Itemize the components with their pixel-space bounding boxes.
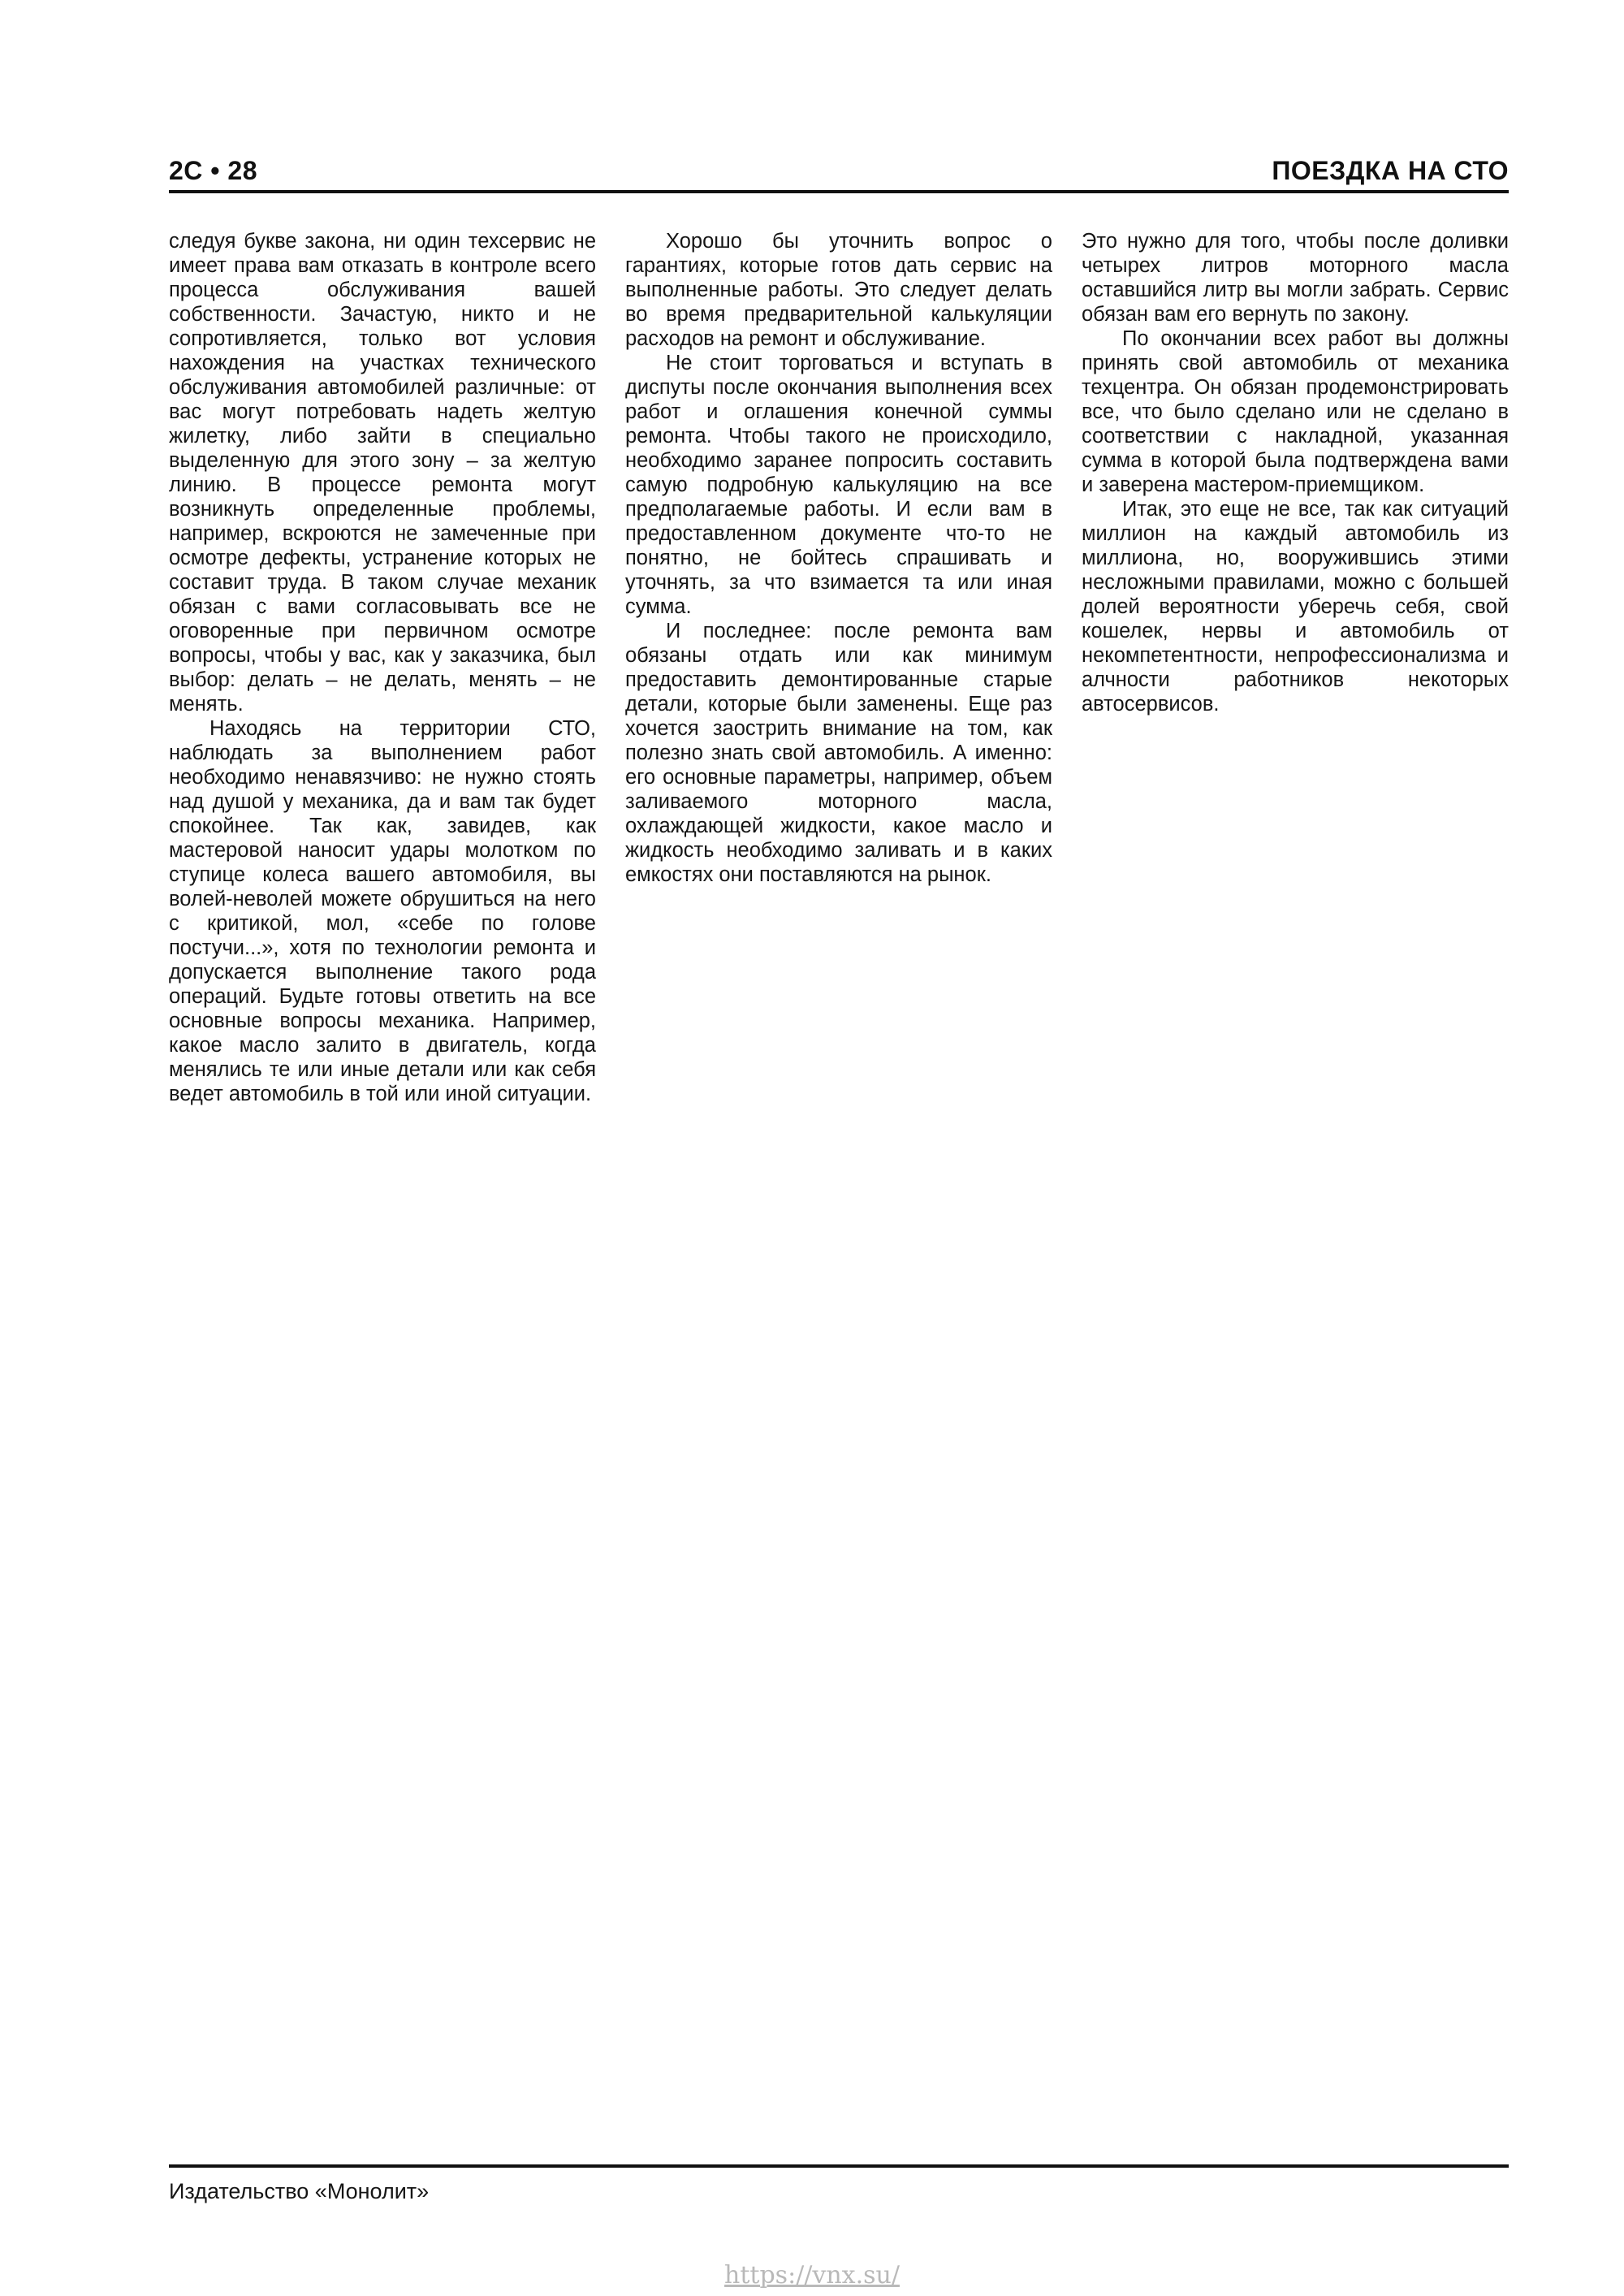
paragraph: следуя букве закона, ни один техсервис не имеет права вам отказать в контроле всего процесса обслуживания вашей собственности. Зачастую, никто и не сопротивляется, только вот условия нахождения на участках технического обслуживания автомобилей различные: от вас могут потребовать надеть желтую жилетку, либо зайти в специально выделенную для этого зону – за желтую линию. В процессе ремонта могут возникнуть определенные проблемы, например, вскроются не замеченные при осмотре дефекты, устранение которых не составит труда. В таком случае механик обязан с вами согласовывать все не оговоренные при первичном осмотре вопросы, чтобы у вас, как у заказчика, был выбор: делать – не делать, менять – не менять. [169,230,596,716]
footer-rule [169,2164,1509,2168]
header-rule [169,190,1509,193]
paragraph: Итак, это еще не все, так как ситуаций миллион на каждый автомобиль из миллиона, но, вооружившись этими несложными правилами, можно с большей долей вероятности уберечь себя, свой кошелек, нервы и автомобиль от некомпетентности, непрофессионализма и алчности работников некоторых автосервисов. [1082,498,1509,716]
paragraph: Хорошо бы уточнить вопрос о гарантиях, которые готов дать сервис на выполненные работы. Это следует делать во время предварительной калькуляции расходов на ремонт и обслуживание. [625,230,1052,350]
article-body [169,229,1509,1106]
text-column-1 [169,229,596,1106]
section-title: ПОЕЗДКА НА СТО [1272,155,1509,185]
paragraph: Находясь на территории СТО, наблюдать за выполнением работ необходимо ненавязчиво: не нужно стоять над душой у механика, да и вам так будет спокойнее. Так как, завидев, как мастеровой наносит удары молотком по ступице колеса вашего автомобиля, вы волей-неволей можете обрушиться на него с критикой, мол, «себе по голове постучи...», хотя по технологии ремонта и допускается выполнение такого рода операций. Будьте готовы ответить на все основные вопросы механика. Например, какое масло залито в двигатель, когда менялись те или иные детали или как себя ведет автомобиль в той или иной ситуации. [169,717,596,1105]
publisher-credit: Издательство «Монолит» [169,2179,430,2203]
page-header [169,148,1509,193]
paragraph: Это нужно для того, чтобы после доливки четырех литров моторного масла оставшийся литр вы могли забрать. Сервис обязан вам его вернуть по закону. [1082,230,1509,326]
paragraph: Не стоит торговаться и вступать в диспуты после окончания выполнения всех работ и оглашения конечной суммы ремонта. Чтобы такого не происходило, необходимо заранее попросить составить самую подробную калькуляцию на все предполагаемые работы. И если вам в предоставленном документе что-то не понятно, не бойтесь спрашивать и уточнять, за что взимается та или иная сумма. [625,352,1052,618]
paragraph: По окончании всех работ вы должны принять свой автомобиль от механика техцентра. Он обязан продемонстрировать все, что было сделано или не сделано в соответствии с накладной, указанная сумма в которой была подтверждена вами и заверена мастером-приемщиком. [1082,327,1509,496]
text-column-2 [625,229,1052,1106]
page-number: 2C • 28 [169,155,257,185]
text-column-3 [1082,229,1509,1106]
paragraph: И последнее: после ремонта вам обязаны отдать или как минимум предоставить демонтированные старые детали, которые были заменены. Еще раз хочется заострить внимание на том, как полезно знать свой автомобиль. А именно: его основные параметры, например, объем заливаемого моторного масла, охлаждающей жидкости, какое масло и жидкость необходимо заливать и в каких емкостях они поставляются на рынок. [625,620,1052,886]
watermark-link[interactable]: https://vnx.su/ [724,2261,900,2290]
